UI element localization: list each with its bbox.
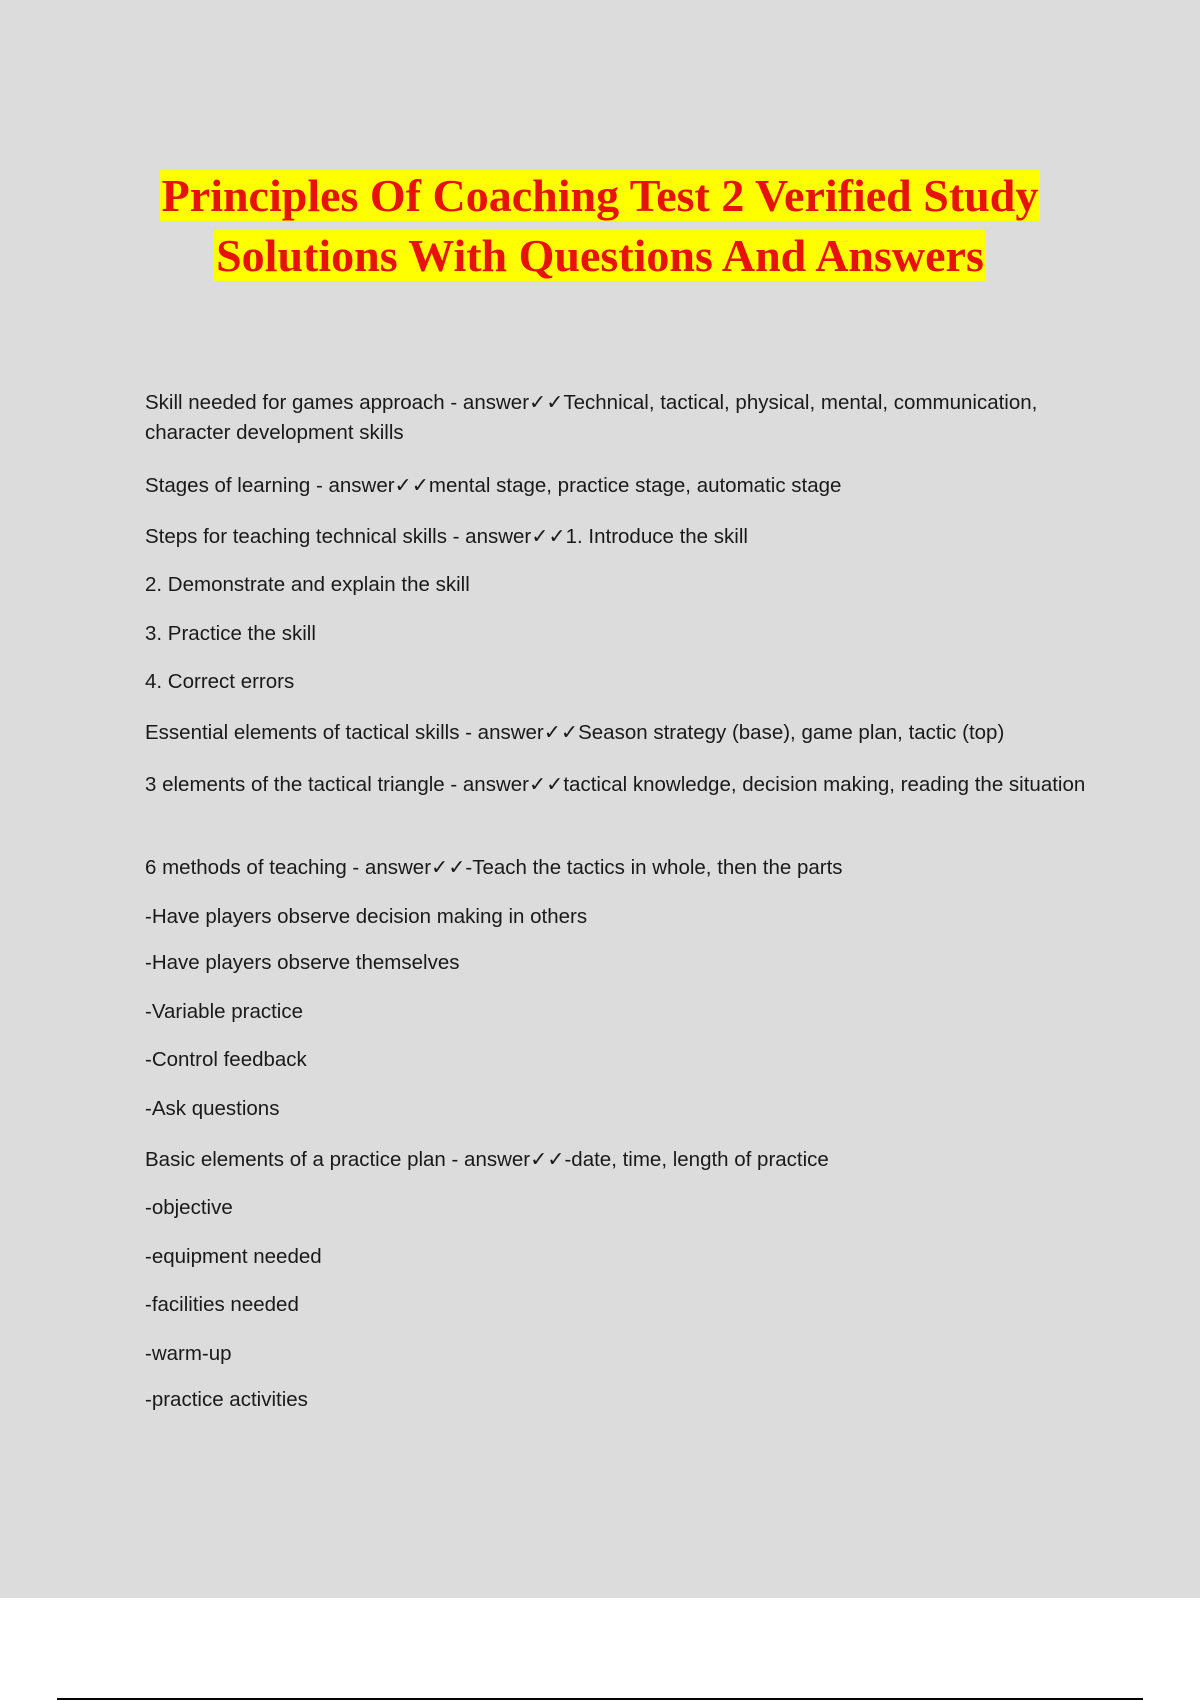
qa-paragraph: Steps for teaching technical skills - answer✓✓1. Introduce the skill bbox=[145, 525, 748, 548]
qa-paragraph: -practice activities bbox=[145, 1388, 308, 1411]
qa-paragraph: -Ask questions bbox=[145, 1097, 280, 1120]
qa-paragraph: -Control feedback bbox=[145, 1048, 307, 1071]
title-line-2: Solutions With Questions And Answers bbox=[216, 230, 984, 281]
qa-paragraph: -facilities needed bbox=[145, 1293, 299, 1316]
qa-paragraph: -Have players observe decision making in others bbox=[145, 905, 588, 928]
qa-paragraph: Stages of learning - answer✓✓mental stage, practice stage, automatic stage bbox=[145, 474, 842, 497]
qa-paragraph: -equipment needed bbox=[145, 1245, 322, 1268]
qa-paragraph: 3 elements of the tactical triangle - answer✓✓tactical knowledge, decision making, reading the situation bbox=[145, 773, 1086, 796]
qa-paragraph: -objective bbox=[145, 1196, 233, 1219]
title-line-1: Principles Of Coaching Test 2 Verified Study bbox=[161, 170, 1039, 221]
qa-paragraph: -Variable practice bbox=[145, 1000, 303, 1023]
qa-paragraph: 3. Practice the skill bbox=[145, 622, 316, 645]
qa-paragraph: 2. Demonstrate and explain the skill bbox=[145, 573, 470, 596]
qa-paragraph: -Have players observe themselves bbox=[145, 951, 460, 974]
qa-paragraph: Skill needed for games approach - answer✓✓Technical, tactical, physical, mental, communication, character development skills bbox=[145, 391, 1038, 444]
qa-paragraph: Essential elements of tactical skills - answer✓✓Season strategy (base), game plan, tactic (top) bbox=[145, 721, 1005, 744]
qa-paragraph: 6 methods of teaching - answer✓✓-Teach the tactics in whole, then the parts bbox=[145, 856, 843, 879]
document-title bbox=[0, 166, 1200, 286]
qa-paragraph: Basic elements of a practice plan - answer✓✓-date, time, length of practice bbox=[145, 1148, 829, 1171]
qa-paragraph: -warm-up bbox=[145, 1342, 232, 1365]
qa-paragraph: 4. Correct errors bbox=[145, 670, 295, 693]
